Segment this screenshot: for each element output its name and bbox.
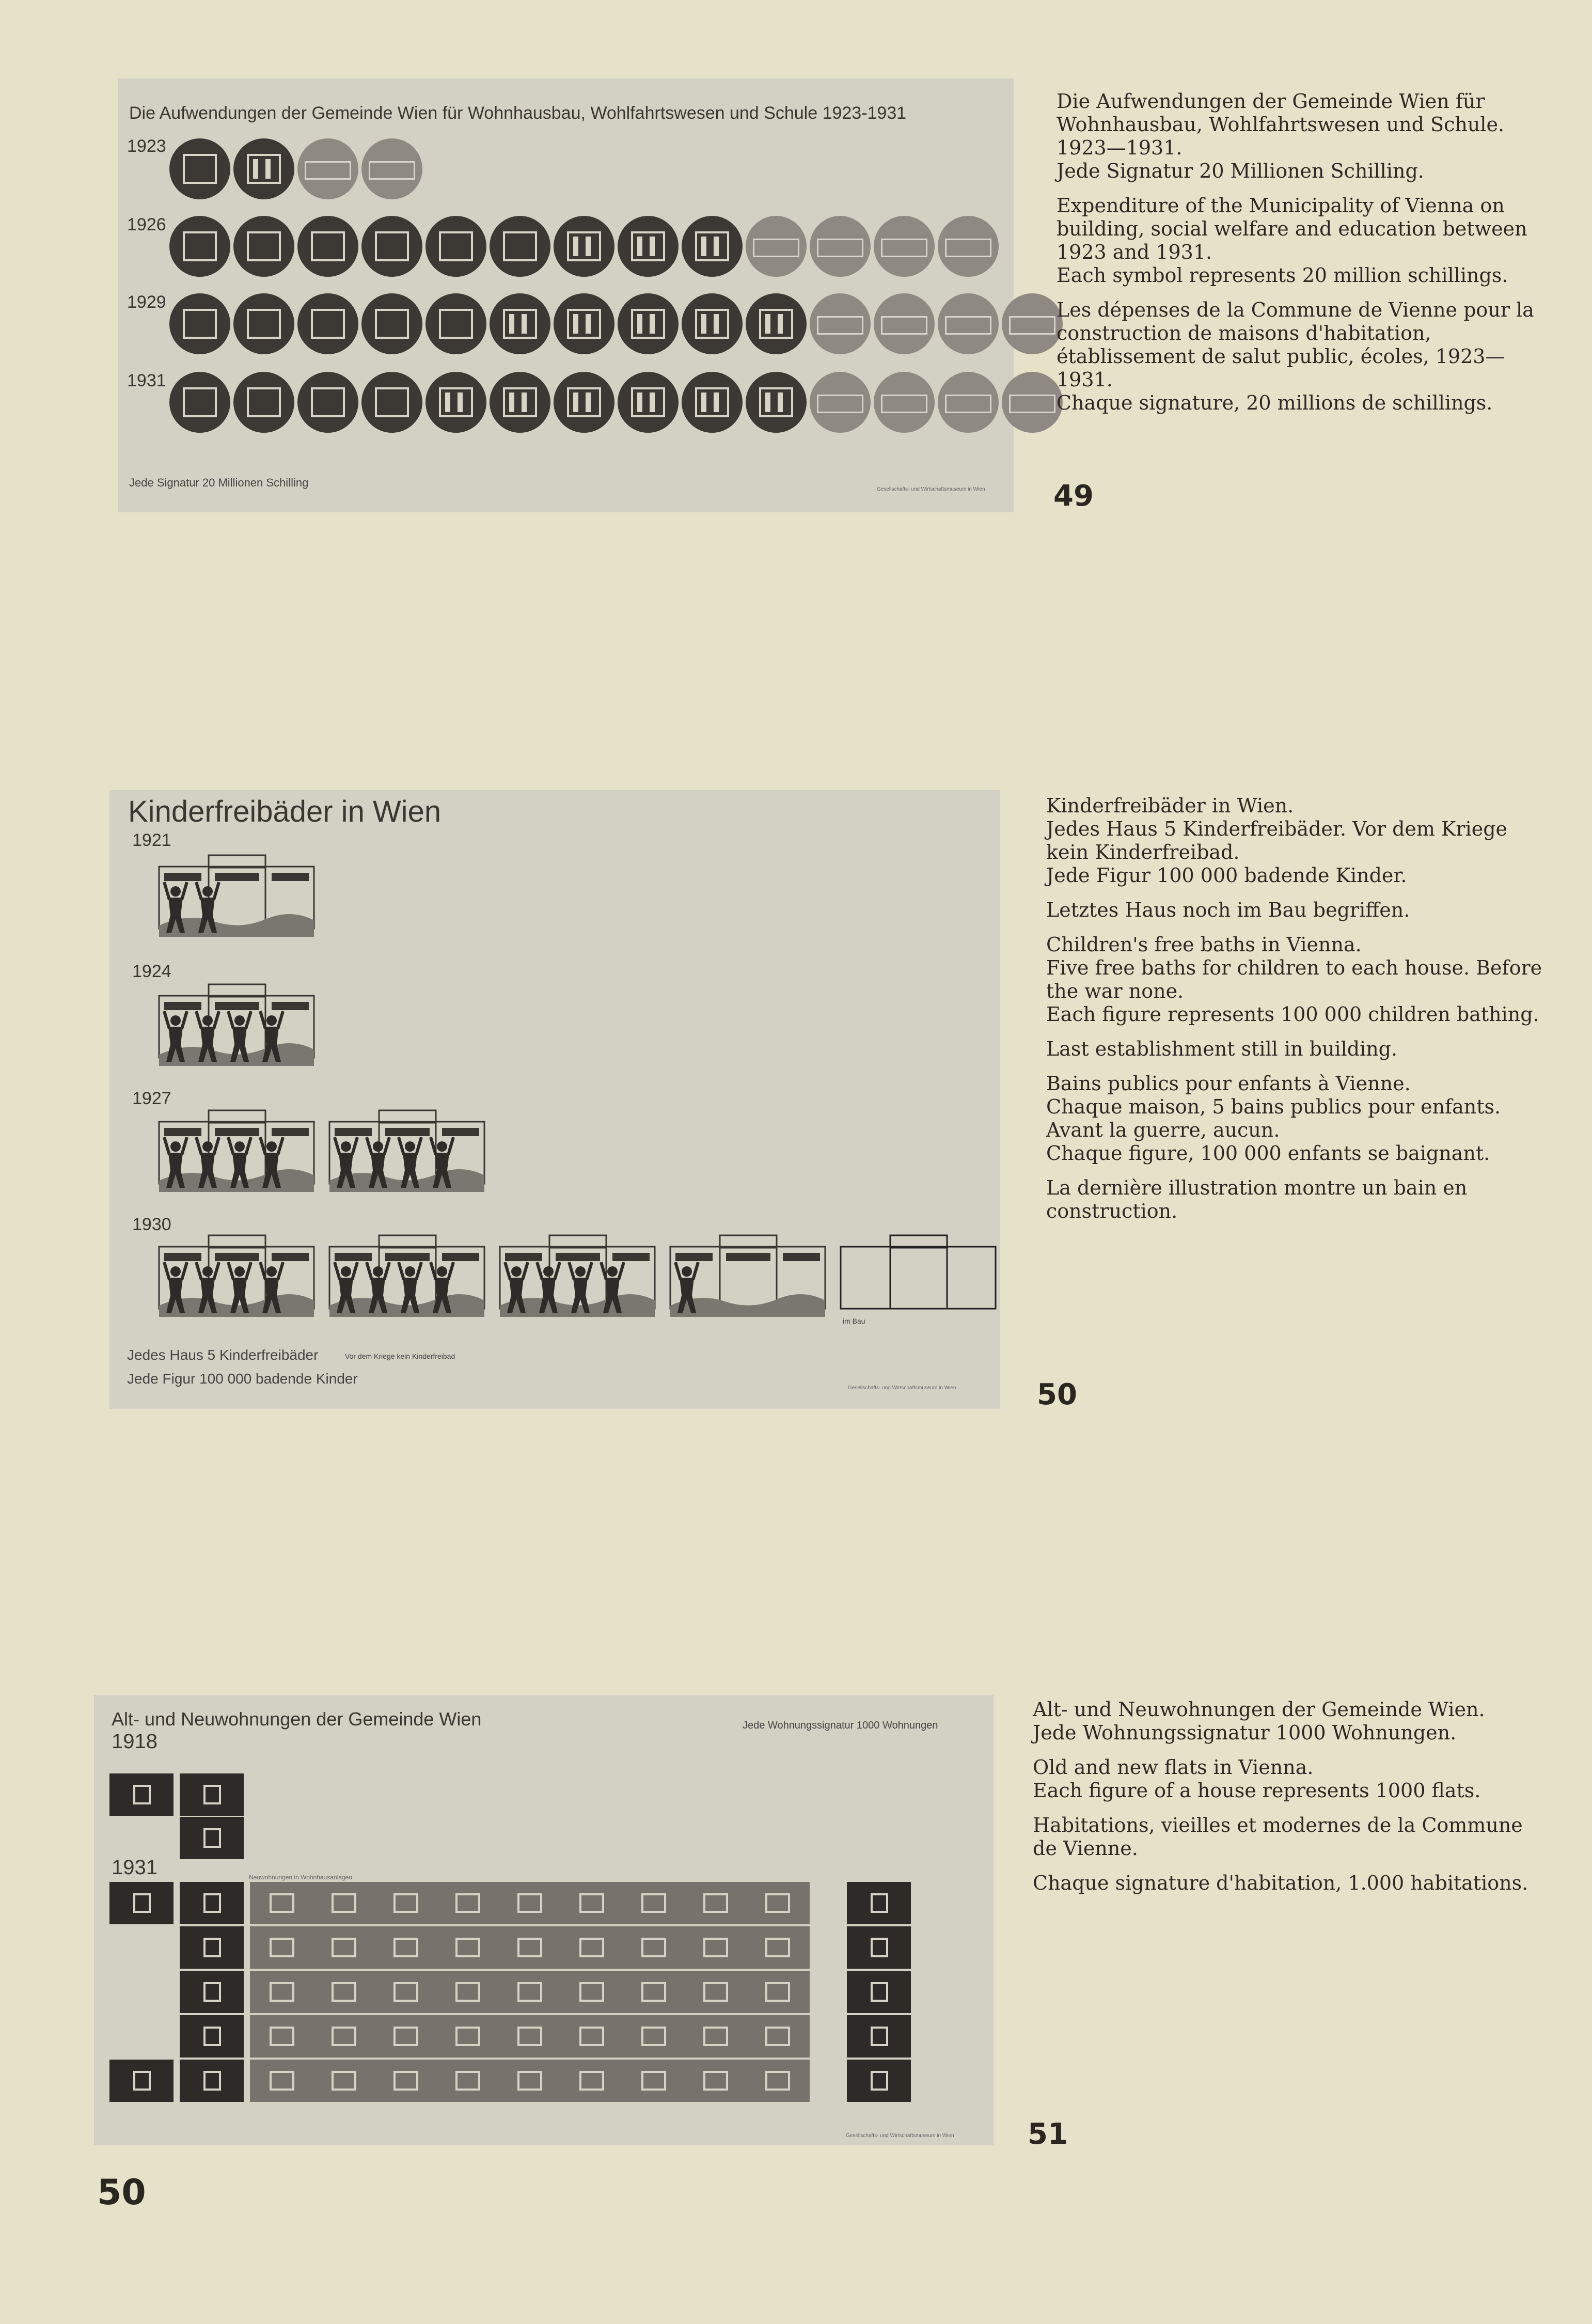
school-symbol (938, 372, 999, 433)
symbol-icon (817, 395, 863, 413)
new-flat-symbol (622, 1971, 686, 2013)
window-icon (133, 1893, 151, 1913)
figure-number: 49 (1053, 479, 1094, 513)
caption-en: Old and new flats in Vienna. (1033, 1756, 1314, 1779)
school-symbol (938, 216, 999, 277)
window-icon (393, 1893, 418, 1913)
expenditure-chart (118, 78, 1014, 512)
new-flat-symbol (436, 1926, 500, 1969)
new-flat-symbol (684, 1926, 748, 1969)
symbol-icon (567, 309, 601, 339)
symbol-icon (881, 395, 927, 413)
symbol-icon (311, 231, 345, 261)
new-flat-symbol (684, 2015, 748, 2058)
school-symbol (810, 293, 871, 354)
old-flat-symbol (847, 1971, 911, 2013)
old-flat-symbol (180, 2015, 244, 2058)
window-icon (455, 1893, 480, 1913)
old-flat-symbol (180, 1817, 244, 1859)
welfare-symbol (554, 372, 614, 433)
old-flat-symbol (180, 1926, 244, 1969)
window-icon (332, 2071, 356, 2091)
new-flat-symbol (374, 2015, 438, 2058)
chart-footer-note: Vor dem Kriege kein Kinderfreibad (345, 1352, 455, 1360)
caption-de-4: Letztes Haus noch im Bau begriffen. (1046, 899, 1410, 921)
symbol-icon (369, 161, 415, 180)
new-flat-symbol (250, 2060, 314, 2102)
window-icon (332, 1893, 356, 1913)
caption-de-2: Jedes Haus 5 Kinderfreibäder. Vor dem Kriege kein Kinderfreibad. (1046, 818, 1508, 863)
welfare-symbol (746, 293, 807, 354)
window-icon (765, 2027, 790, 2046)
new-flat-symbol (560, 1882, 624, 1924)
caption-de-3: Jede Figur 100 000 badende Kinder. (1046, 864, 1407, 887)
caption-2 (1046, 794, 1550, 1234)
housing-symbol (297, 216, 358, 277)
children-baths-chart (109, 790, 1000, 1409)
caption-en: Expenditure of the Municipality of Vienna on building, social welfare and education between 1923 and 1931. (1057, 194, 1527, 263)
chart-footer: Jedes Haus 5 Kinderfreibäder (127, 1347, 319, 1363)
symbol-icon (695, 387, 729, 417)
caption-fr-2: Chaque maison, 5 bains publics pour enfants. Avant la guerre, aucun. (1046, 1095, 1501, 1141)
new-flat-symbol (746, 2015, 810, 2058)
symbol-icon (817, 239, 863, 257)
school-symbol (361, 138, 422, 199)
housing-symbol (169, 293, 230, 354)
window-icon (203, 1938, 221, 1957)
new-flats-label: Neuwohnungen in Wohnhausanlagen (249, 1874, 352, 1881)
school-symbol (746, 216, 807, 277)
new-flat-symbol (312, 2015, 376, 2058)
old-flat-symbol (847, 1882, 911, 1924)
caption-en-4: Last establishment still in building. (1046, 1038, 1398, 1060)
old-flat-symbol (180, 1882, 244, 1924)
chart-footer: Jede Figur 100 000 badende Kinder (127, 1371, 358, 1387)
new-flat-symbol (746, 1971, 810, 2013)
caption-fr: Habitations, vieilles et modernes de la Commune de Vienne. (1033, 1814, 1523, 1860)
school-symbol (874, 216, 935, 277)
window-icon (455, 1938, 480, 1957)
symbol-icon (439, 231, 473, 261)
bath-house-symbol (157, 1228, 317, 1321)
housing-symbol (490, 216, 550, 277)
window-icon (703, 1893, 728, 1913)
symbol-icon (311, 387, 345, 417)
new-flat-symbol (684, 1882, 748, 1924)
symbol-icon (247, 309, 281, 339)
chart-title: Kinderfreibäder in Wien (128, 795, 442, 828)
new-flat-symbol (374, 1926, 438, 1969)
window-icon (133, 1785, 151, 1804)
symbol-icon (375, 387, 409, 417)
chart-credit: Gesellschafts- und Wirtschaftsmuseum in Wien (877, 486, 985, 492)
school-symbol (1002, 372, 1063, 433)
symbol-icon (945, 395, 991, 413)
window-icon (517, 1893, 542, 1913)
housing-symbol (297, 372, 358, 433)
window-icon (871, 1893, 888, 1913)
welfare-symbol (490, 372, 550, 433)
symbol-icon (183, 387, 217, 417)
caption-fr-3: Chaque figure, 100 000 enfants se baignant. (1046, 1142, 1490, 1165)
window-icon (765, 2071, 790, 2091)
new-flat-symbol (250, 1882, 314, 1924)
symbol-icon (881, 316, 927, 335)
old-flat-symbol (847, 1926, 911, 1969)
welfare-symbol (746, 372, 807, 433)
new-flat-symbol (312, 1971, 376, 2013)
window-icon (641, 1893, 666, 1913)
new-flat-symbol (250, 2015, 314, 2058)
window-icon (517, 2027, 542, 2046)
new-flat-symbol (560, 1971, 624, 2013)
window-icon (765, 1938, 790, 1957)
school-symbol (297, 138, 358, 199)
symbol-icon (503, 231, 537, 261)
housing-symbol (233, 372, 294, 433)
window-icon (703, 1938, 728, 1957)
window-icon (871, 2027, 888, 2046)
new-flat-symbol (250, 1926, 314, 1969)
welfare-symbol (618, 293, 679, 354)
new-flat-symbol (250, 1971, 314, 2013)
symbol-icon (311, 309, 345, 339)
symbol-icon (567, 387, 601, 417)
symbol-icon (695, 231, 729, 261)
symbol-icon (567, 231, 601, 261)
new-flat-symbol (374, 2060, 438, 2102)
symbol-icon (881, 239, 927, 257)
new-flat-symbol (560, 1926, 624, 1969)
window-icon (393, 2071, 418, 2091)
symbol-icon (1009, 316, 1055, 335)
window-icon (871, 1982, 888, 2002)
window-icon (579, 1893, 604, 1913)
window-icon (332, 2027, 356, 2046)
symbol-icon (247, 387, 281, 417)
caption-de: Alt- und Neuwohnungen der Gemeinde Wien. (1033, 1698, 1485, 1721)
row-year: 1929 (127, 292, 166, 312)
new-flat-symbol (374, 1882, 438, 1924)
window-icon (203, 1785, 221, 1804)
window-icon (133, 2071, 151, 2091)
new-flat-symbol (498, 2060, 562, 2102)
chart-credit: Gesellschafts- und Wirtschaftsmuseum in Wien (846, 2133, 954, 2139)
caption-de-2: Jede Wohnungssignatur 1000 Wohnungen. (1033, 1721, 1457, 1744)
bath-under-construction (839, 1228, 999, 1321)
symbol-icon (183, 231, 217, 261)
welfare-symbol (554, 293, 614, 354)
window-icon (270, 2027, 294, 2046)
chart-title: Alt- und Neuwohnungen der Gemeinde Wien (112, 1708, 482, 1730)
housing-symbol (233, 293, 294, 354)
window-icon (203, 2027, 221, 2046)
caption-en-2: Five free baths for children to each house. Before the war none. (1046, 956, 1542, 1002)
new-flat-symbol (622, 2060, 686, 2102)
new-flat-symbol (436, 1971, 500, 2013)
caption-fr-2: Chaque signature d'habitation, 1.000 habitations. (1033, 1872, 1528, 1894)
row-year: 1927 (132, 1089, 171, 1108)
symbol-icon (631, 309, 665, 339)
window-icon (393, 1982, 418, 2002)
housing-symbol (425, 293, 486, 354)
new-flat-symbol (436, 2015, 500, 2058)
new-flat-symbol (498, 2015, 562, 2058)
housing-symbol (361, 216, 422, 277)
window-icon (270, 1982, 294, 2002)
window-icon (579, 1938, 604, 1957)
caption-en-3: Each figure represents 100 000 children bathing. (1046, 1003, 1539, 1026)
new-flat-symbol (560, 2060, 624, 2102)
school-symbol (810, 372, 871, 433)
row-year: 1926 (127, 215, 166, 234)
caption-fr-2: Chaque signature, 20 millions de schillings. (1057, 391, 1493, 414)
new-flat-symbol (622, 1882, 686, 1924)
new-flat-symbol (374, 1971, 438, 2013)
window-icon (270, 1893, 294, 1913)
housing-symbol (425, 216, 486, 277)
housing-symbol (361, 293, 422, 354)
symbol-icon (375, 231, 409, 261)
symbol-icon (945, 239, 991, 257)
new-flat-symbol (746, 1882, 810, 1924)
caption-en-2: Each symbol represents 20 million schillings. (1057, 264, 1508, 287)
old-flat-symbol (180, 1971, 244, 2013)
figure-number: 50 (1037, 1378, 1077, 1411)
new-flat-symbol (498, 1882, 562, 1924)
old-flat-symbol (847, 2015, 911, 2058)
school-symbol (938, 293, 999, 354)
chart-legend: Jede Wohnungssignatur 1000 Wohnungen (743, 1720, 938, 1731)
window-icon (579, 2027, 604, 2046)
window-icon (270, 2071, 294, 2091)
symbol-icon (759, 309, 793, 339)
window-icon (579, 2071, 604, 2091)
window-icon (765, 1982, 790, 2002)
window-icon (641, 1938, 666, 1957)
construction-label: im Bau (843, 1317, 865, 1325)
symbol-icon (247, 231, 281, 261)
symbol-icon (817, 316, 863, 335)
symbol-icon (183, 154, 217, 184)
window-icon (455, 2071, 480, 2091)
symbol-icon (183, 309, 217, 339)
new-flat-symbol (622, 1926, 686, 1969)
bath-house-symbol (157, 848, 317, 941)
window-icon (703, 2071, 728, 2091)
window-icon (332, 1982, 356, 2002)
old-flat-symbol (847, 2060, 911, 2102)
window-icon (871, 2071, 888, 2091)
symbol-icon (247, 154, 281, 184)
caption-1 (1057, 90, 1552, 426)
housing-symbol (169, 138, 230, 199)
window-icon (203, 1893, 221, 1913)
flats-chart (94, 1695, 994, 2145)
window-icon (332, 1938, 356, 1957)
old-flat-symbol (109, 1882, 174, 1924)
caption-de-2: Jede Signatur 20 Millionen Schilling. (1057, 160, 1424, 182)
symbol-icon (1009, 395, 1055, 413)
page-number: 50 (97, 2172, 146, 2213)
welfare-symbol (490, 293, 550, 354)
housing-symbol (297, 293, 358, 354)
window-icon (455, 2027, 480, 2046)
new-flat-symbol (746, 1926, 810, 1969)
window-icon (641, 2071, 666, 2091)
caption-fr: Bains publics pour enfants à Vienne. (1046, 1072, 1411, 1095)
new-flat-symbol (684, 2060, 748, 2102)
caption-fr-4: La dernière illustration montre un bain en construction. (1046, 1176, 1468, 1222)
window-icon (517, 2071, 542, 2091)
window-icon (517, 1938, 542, 1957)
bath-house-symbol (157, 1103, 317, 1196)
bath-house-symbol (327, 1228, 487, 1321)
old-flat-symbol (180, 2060, 244, 2102)
caption-en-2: Each figure of a house represents 1000 flats. (1033, 1779, 1481, 1802)
new-flat-symbol (312, 1926, 376, 1969)
bath-house-symbol (157, 977, 317, 1070)
school-symbol (810, 216, 871, 277)
window-icon (393, 1938, 418, 1957)
welfare-symbol (682, 372, 743, 433)
row-year: 1930 (132, 1215, 171, 1234)
window-icon (203, 1982, 221, 2002)
symbol-icon (753, 239, 799, 257)
chart-footer: Jede Signatur 20 Millionen Schilling (129, 476, 309, 489)
window-icon (270, 1938, 294, 1957)
symbol-icon (439, 387, 473, 417)
school-symbol (874, 293, 935, 354)
housing-symbol (361, 372, 422, 433)
window-icon (765, 1893, 790, 1913)
window-icon (703, 2027, 728, 2046)
welfare-symbol (233, 138, 294, 199)
chart-credit: Gesellschafts- und Wirtschaftsmuseum in Wien (848, 1385, 956, 1391)
row-year: 1921 (132, 830, 171, 850)
symbol-icon (305, 161, 351, 180)
welfare-symbol (682, 293, 743, 354)
symbol-icon (945, 316, 991, 335)
new-flat-symbol (436, 1882, 500, 1924)
window-icon (393, 2027, 418, 2046)
symbol-icon (439, 309, 473, 339)
welfare-symbol (425, 372, 486, 433)
symbol-icon (375, 309, 409, 339)
window-icon (871, 1938, 888, 1957)
symbol-icon (503, 309, 537, 339)
old-flat-symbol (180, 1773, 244, 1816)
welfare-symbol (618, 372, 679, 433)
window-icon (703, 1982, 728, 2002)
caption-de: Kinderfreibäder in Wien. (1046, 794, 1294, 817)
window-icon (203, 2071, 221, 2091)
caption-en: Children's free baths in Vienna. (1046, 933, 1362, 956)
new-flat-symbol (312, 1882, 376, 1924)
school-symbol (1002, 293, 1063, 354)
row-year: 1924 (132, 962, 171, 981)
housing-symbol (233, 216, 294, 277)
symbol-icon (759, 387, 793, 417)
old-flat-symbol (109, 1773, 174, 1816)
new-flat-symbol (498, 1926, 562, 1969)
caption-fr: Les dépenses de la Commune de Vienne pour la construction de maisons d'habitation, établissement de salut public, écoles, 1923—1931. (1057, 299, 1534, 391)
welfare-symbol (682, 216, 743, 277)
new-flat-symbol (684, 1971, 748, 2013)
chart-title: Die Aufwendungen der Gemeinde Wien für Wohnhausbau, Wohlfahrtswesen und Schule 1923-1931 (129, 103, 907, 123)
row-year: 1923 (127, 136, 166, 156)
symbol-icon (695, 309, 729, 339)
new-flat-symbol (622, 2015, 686, 2058)
housing-symbol (169, 216, 230, 277)
figure-number: 51 (1028, 2117, 1068, 2151)
welfare-symbol (554, 216, 614, 277)
welfare-symbol (618, 216, 679, 277)
year-label: 1931 (112, 1856, 157, 1879)
housing-symbol (169, 372, 230, 433)
window-icon (517, 1982, 542, 2002)
bath-house-symbol (668, 1228, 828, 1321)
new-flat-symbol (312, 2060, 376, 2102)
new-flat-symbol (498, 1971, 562, 2013)
window-icon (455, 1982, 480, 2002)
symbol-icon (503, 387, 537, 417)
school-symbol (874, 372, 935, 433)
new-flat-symbol (746, 2060, 810, 2102)
old-flat-symbol (109, 2060, 174, 2102)
new-flat-symbol (436, 2060, 500, 2102)
bath-house-symbol (327, 1103, 487, 1196)
window-icon (579, 1982, 604, 2002)
symbol-icon (631, 387, 665, 417)
window-icon (641, 1982, 666, 2002)
symbol-icon (631, 231, 665, 261)
caption-3 (1033, 1698, 1544, 1906)
window-icon (203, 1828, 221, 1848)
new-flat-symbol (560, 2015, 624, 2058)
year-label: 1918 (112, 1730, 157, 1753)
caption-de: Die Aufwendungen der Gemeinde Wien für Wohnhausbau, Wohlfahrtswesen und Schule. 1923—1931. (1057, 90, 1505, 159)
window-icon (641, 2027, 666, 2046)
bath-house-symbol (498, 1228, 658, 1321)
row-year: 1931 (127, 371, 166, 390)
